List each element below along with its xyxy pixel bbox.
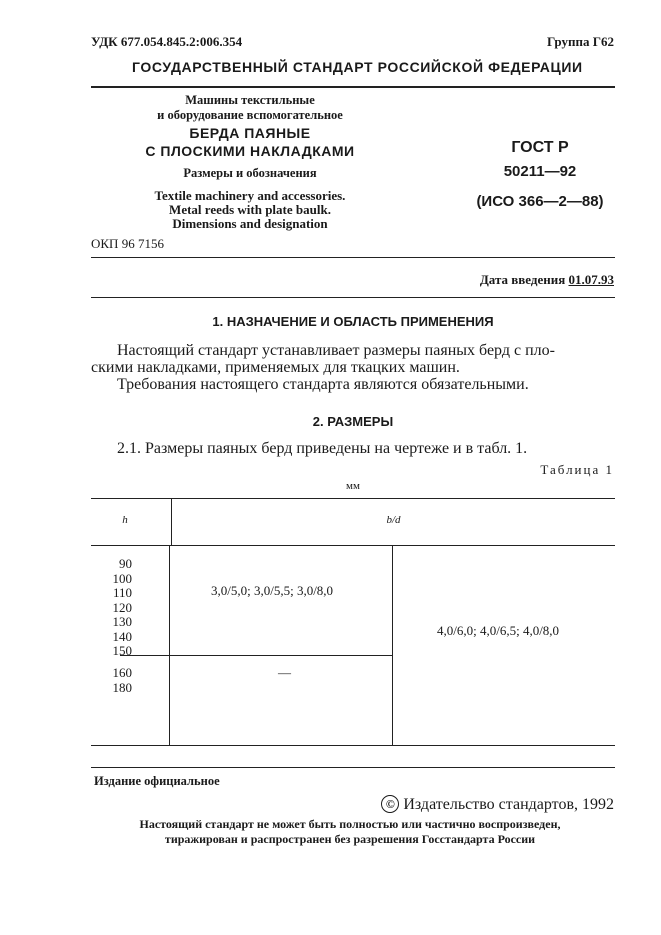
publisher-text: Издательство стандартов, 1992 xyxy=(403,796,614,813)
h-value-cell: 90 xyxy=(119,556,132,571)
subtitle: Размеры и обозначения xyxy=(183,166,317,180)
category-line-2: и оборудование вспомогательное xyxy=(157,108,343,122)
h-value-cell: 180 xyxy=(112,679,132,695)
section-1-paragraph-line-2: скими накладками, применяемых для ткацких машин. xyxy=(91,359,460,376)
reproduction-notice-line-1: Настоящий стандарт не может быть полностью или частично воспроизведен, xyxy=(139,817,561,831)
iso-reference: (ИСО 366—2—88) xyxy=(476,193,604,210)
table-caption: Таблица 1 xyxy=(540,462,614,477)
section-2-heading: 2. РАЗМЕРЫ xyxy=(312,414,394,429)
column-header-h: h xyxy=(122,514,128,526)
okp-code: ОКП 96 7156 xyxy=(91,236,164,251)
effective-date xyxy=(480,272,614,288)
column-header-bd: b/d xyxy=(386,514,401,526)
english-title-line-1: Textile machinery and accessories. xyxy=(154,188,346,203)
group-code: Группа Г62 xyxy=(546,34,614,49)
state-standard-heading: ГОСУДАРСТВЕННЫЙ СТАНДАРТ РОССИЙСКОЙ ФЕДЕРАЦИИ xyxy=(132,59,583,75)
english-title-line-3: Dimensions and designation xyxy=(172,216,328,231)
effective-date-value: 01.07.93 xyxy=(568,272,614,287)
section-1-heading: 1. НАЗНАЧЕНИЕ И ОБЛАСТЬ ПРИМЕНЕНИЯ xyxy=(212,314,494,329)
title-line-2: С ПЛОСКИМИ НАКЛАДКАМИ xyxy=(145,143,355,159)
section-1-paragraph-line-1: Настоящий стандарт устанавливает размеры паяных берд с пло- xyxy=(117,342,555,359)
date-rule xyxy=(91,297,615,298)
gost-label: ГОСТ Р xyxy=(511,139,569,156)
copyright-icon: © xyxy=(381,795,399,813)
title-block-rule xyxy=(91,257,615,258)
table-group-rule xyxy=(120,655,393,656)
table-column-divider xyxy=(169,545,170,745)
h-value-cell: 150 xyxy=(112,643,132,658)
edition-label: Издание официальное xyxy=(94,774,220,788)
table-inner-divider xyxy=(392,545,393,745)
h-value-cell: 130 xyxy=(112,614,132,629)
english-title-line-2: Metal reeds with plate baulk. xyxy=(169,202,331,217)
gost-number: 50211—92 xyxy=(503,163,577,180)
table-units: мм xyxy=(346,480,360,492)
group-2-bd-values: — xyxy=(278,665,291,680)
h-value-cell: 120 xyxy=(112,599,132,615)
h-value-cell: 100 xyxy=(112,570,132,586)
h-value-cell: 160 xyxy=(112,665,132,680)
title-line-1: БЕРДА ПАЯНЫЕ xyxy=(189,125,311,141)
publisher-line xyxy=(381,795,614,814)
section-2-paragraph: 2.1. Размеры паяных берд приведены на чертеже и в табл. 1. xyxy=(117,440,528,457)
group-1-bd-values: 3,0/5,0; 3,0/5,5; 3,0/8,0 xyxy=(211,583,334,598)
effective-date-label: Дата введения xyxy=(479,272,566,287)
shared-bd-values: 4,0/6,0; 4,0/6,5; 4,0/8,0 xyxy=(437,623,560,638)
udk-code: УДК 677.054.845.2:006.354 xyxy=(91,34,243,49)
table-bottom-rule xyxy=(91,745,615,746)
table-top-rule xyxy=(91,498,615,499)
section-1-paragraph-line-3: Требования настоящего стандарта являются обязательными. xyxy=(117,376,529,393)
reproduction-notice-line-2: тиражирован и распространен без разрешения Госстандарта России xyxy=(164,832,536,846)
header-rule xyxy=(91,86,615,88)
h-value-cell: 140 xyxy=(112,628,132,644)
category-line-1: Машины текстильные xyxy=(185,93,315,107)
h-value-cell: 110 xyxy=(112,585,132,600)
footer-rule xyxy=(91,767,615,768)
